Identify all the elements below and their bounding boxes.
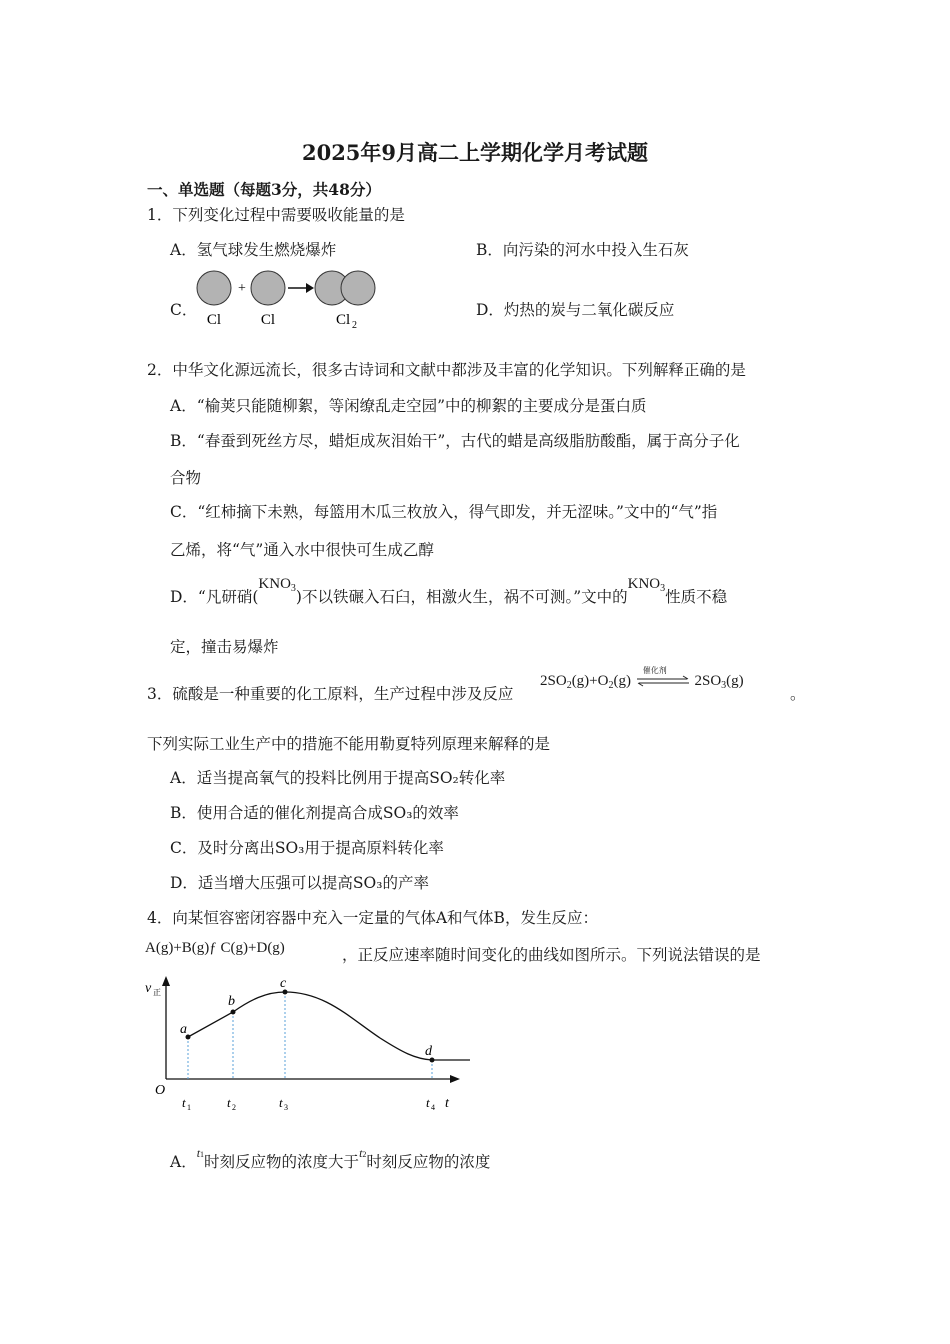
- kno3-formula-2: [628, 576, 666, 592]
- q2-option-b-line2: 合物: [170, 469, 202, 487]
- q1-option-d: D．灼热的炭与二氧化碳反应: [476, 301, 675, 319]
- q4-option-a: [170, 1146, 491, 1172]
- cl-label-1: Cl: [206, 312, 222, 328]
- eq-so3: 2SO: [694, 673, 722, 689]
- page-title: 2025年9月高二上学期化学月考试题: [301, 140, 649, 165]
- y-axis-sub: 正: [153, 988, 161, 997]
- catalyst-label: 催化剂: [642, 666, 667, 675]
- q2-option-d-line1: [170, 576, 728, 608]
- q3-equation: [540, 666, 744, 691]
- point-b: [231, 1010, 236, 1015]
- tick-t4-sub: 4: [431, 1103, 435, 1112]
- equilibrium-arrow: [635, 666, 691, 685]
- tick-t3-sub: 3: [284, 1103, 288, 1112]
- t1-symbol: [197, 1146, 204, 1160]
- eq-o2: (g)+O: [571, 673, 609, 689]
- cl-atom-1: [197, 271, 231, 305]
- kno3-sub-2: 3: [660, 583, 666, 594]
- question-3-stem-2: 下列实际工业生产中的措施不能用勒夏特列原理来解释的是: [147, 735, 551, 753]
- label-b: b: [228, 994, 235, 1009]
- t2-symbol: [359, 1146, 366, 1160]
- q4-a-mid: 时刻反应物的浓度大于: [204, 1153, 360, 1171]
- q2-option-c-line1: C．“红柿摘下未熟，每篮用木瓜三枚放入，得气即发，并无涩味。”文中的“气”指: [170, 503, 718, 521]
- label-d: d: [425, 1044, 432, 1059]
- cl-label-2: Cl: [260, 312, 276, 328]
- tick-t1-sub: 1: [187, 1103, 191, 1112]
- q3-period: 。: [790, 685, 806, 703]
- x-axis-label: t: [445, 1096, 449, 1111]
- tick-t4: t: [426, 1095, 430, 1110]
- q3-option-a: A．适当提高氧气的投料比例用于提高SO₂转化率: [170, 769, 506, 787]
- cl2-formation-diagram: [190, 266, 390, 332]
- q2-option-c-line2: 乙烯，将“气”通入水中很快可生成乙醇: [170, 541, 434, 559]
- origin-label: O: [155, 1083, 166, 1098]
- arrow-head: [306, 283, 314, 293]
- question-2-stem: 2．中华文化源远流长，很多古诗词和文献中都涉及丰富的化学知识。下列解释正确的是: [147, 361, 746, 379]
- t2-text: t: [359, 1146, 363, 1160]
- t1-text: t: [196, 1146, 201, 1160]
- kno3-formula-1: [258, 576, 296, 592]
- q1-option-a: A．氢气球发生燃烧爆炸: [170, 241, 337, 259]
- eq-so2: 2SO: [540, 673, 567, 689]
- question-4-stem: 4．向某恒容密闭容器中充入一定量的气体A和气体B，发生反应：: [147, 909, 598, 927]
- q2-d-part2: )不以铁碾入石臼，相激火生，祸不可测。”文中的: [295, 588, 628, 606]
- tick-t2: t: [227, 1095, 231, 1110]
- q4-a-prefix: A．: [170, 1153, 197, 1171]
- q2-d-part1: D．“凡研硝(: [170, 588, 259, 606]
- rate-time-graph: [140, 970, 480, 1120]
- q3-option-c: C．及时分离出SO₃用于提高原料转化率: [170, 839, 444, 857]
- label-a: a: [180, 1022, 187, 1037]
- cl2-label: Cl: [336, 312, 351, 328]
- eq-so3-state: (g): [726, 673, 744, 689]
- q1-option-b: B．向污染的河水中投入生石灰: [476, 241, 689, 259]
- label-c: c: [280, 976, 287, 991]
- cl-atom-2: [251, 271, 285, 305]
- eq-o2-state: (g): [613, 673, 631, 689]
- x-axis-arrow: [450, 1075, 460, 1083]
- q2-option-b-line1: B．“春蚕到死丝方尽，蜡炬成灰泪始干”，古代的蜡是高级脂肪酸酯，属于高分子化: [170, 432, 740, 450]
- plus-sign: +: [238, 281, 246, 296]
- kno3-sub-1: 3: [290, 583, 296, 594]
- tick-t2-sub: 2: [232, 1103, 236, 1112]
- kno3-text-2: KNO: [627, 576, 661, 592]
- kno3-text-1: KNO: [258, 576, 291, 592]
- q1-option-c-label: C．: [170, 301, 198, 319]
- question-3-stem: 3．硫酸是一种重要的化工原料，生产过程中涉及反应: [147, 685, 514, 703]
- tick-t3: t: [279, 1095, 283, 1110]
- cl2-atom-right: [341, 271, 375, 305]
- q2-d-part3: 性质不稳: [665, 588, 728, 606]
- t2-sub: 2: [362, 1150, 367, 1159]
- question-4-stem-2: ，正反应速率随时间变化的曲线如图所示。下列说法错误的是: [342, 946, 761, 964]
- question-1-stem: 1．下列变化过程中需要吸收能量的是: [147, 206, 405, 224]
- double-arrow-icon: [635, 675, 691, 689]
- dashed-guides: [188, 992, 432, 1079]
- cl2-subscript: 2: [352, 320, 357, 331]
- tick-t1: t: [182, 1095, 186, 1110]
- t1-sub: 1: [200, 1150, 205, 1159]
- q3-option-b: B．使用合适的催化剂提高合成SO₃的效率: [170, 804, 459, 822]
- eq-o2-sub: 2: [608, 680, 614, 691]
- q2-option-a: A．“榆荚只能随柳絮，等闲缭乱走空园”中的柳絮的主要成分是蛋白质: [170, 397, 647, 415]
- q4-a-suffix: 时刻反应物的浓度: [366, 1153, 491, 1171]
- q3-option-d: D．适当增大压强可以提高SO₃的产率: [170, 874, 429, 892]
- section-heading: 一、单选题（每题3分，共48分）: [147, 180, 381, 199]
- q2-option-d-line2: 定，撞击易爆炸: [170, 638, 279, 656]
- q4-equation: A(g)+B(g)ƒ C(g)+D(g): [145, 940, 285, 956]
- y-axis-arrow: [162, 976, 170, 986]
- eq-so3-sub: 3: [721, 680, 727, 691]
- eq-so2-sub: 2: [566, 680, 572, 691]
- y-axis-label: v: [145, 981, 152, 996]
